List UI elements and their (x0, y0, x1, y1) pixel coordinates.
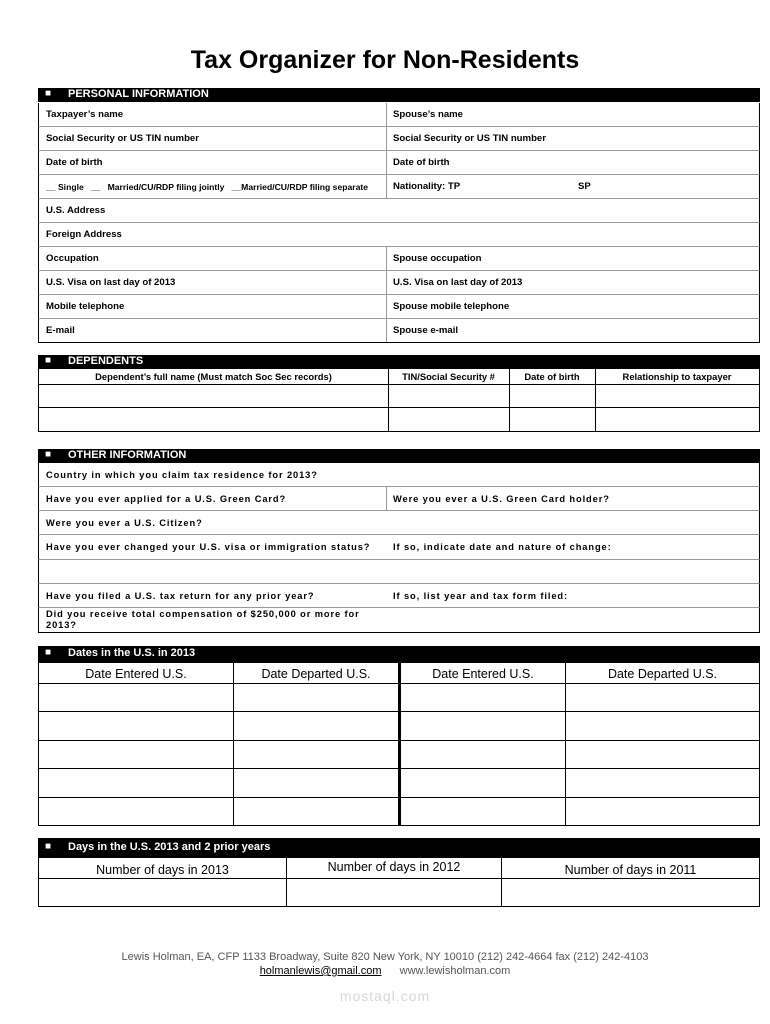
spouse-ssn-field[interactable]: Social Security or US TIN number (393, 133, 547, 144)
taxpayer-name-field[interactable]: Taxpayer’s name (46, 109, 124, 120)
country-residence-field[interactable]: Country in which you claim tax residence for 2013? (46, 469, 318, 480)
dependent-dob-col: Date of birth (524, 371, 580, 382)
occupation-field[interactable]: Occupation (46, 253, 99, 264)
days-2013-col: Number of days in 2013 (96, 863, 229, 877)
nationality-sp-field[interactable]: SP (578, 181, 591, 192)
square-bullet-icon: ■ (45, 449, 52, 460)
personal-row-occupation (38, 247, 760, 271)
dates-header: ■ Dates in the U.S. in 2013 (38, 646, 760, 662)
dependent-tin-col: TIN/Social Security # (402, 371, 495, 382)
spouse-occupation-field[interactable]: Spouse occupation (393, 253, 482, 264)
square-bullet-icon: ■ (45, 647, 52, 658)
other-row-visa-change (38, 535, 760, 560)
personal-row-dob (38, 151, 760, 175)
personal-row-foreign-address (38, 223, 760, 247)
footer-contact (0, 965, 770, 977)
other-row-compensation (38, 608, 760, 633)
dependent-name-col: Dependent’s full name (Must match Soc Sec records) (95, 371, 332, 382)
spouse-name-field[interactable]: Spouse’s name (393, 109, 464, 120)
dependents-header-row (38, 369, 760, 385)
spouse-email-field[interactable]: Spouse e-mail (393, 325, 459, 336)
footer-website: www.lewisholman.com (399, 965, 511, 977)
date-departed-col-1: Date Departed U.S. (261, 667, 371, 681)
days-table (38, 857, 760, 907)
ssn-field[interactable]: Social Security or US TIN number (46, 133, 200, 144)
watermark: mostaql.com (339, 988, 431, 1004)
spouse-mobile-field[interactable]: Spouse mobile telephone (393, 301, 510, 312)
dependent-rel-col: Relationship to taxpayer (622, 371, 732, 382)
dates-table (38, 662, 760, 826)
square-bullet-icon: ■ (45, 88, 52, 99)
other-row-tax-return (38, 584, 760, 608)
green-card-holder-field[interactable]: Were you ever a U.S. Green Card holder? (393, 493, 610, 504)
personal-row-email (38, 319, 760, 343)
dependent-row[interactable] (38, 408, 760, 432)
square-bullet-icon: ■ (45, 355, 52, 366)
days-2011-col: Number of days in 2011 (564, 863, 697, 877)
personal-row-name (38, 103, 760, 127)
us-citizen-field[interactable]: Were you ever a U.S. Citizen? (46, 517, 203, 528)
square-bullet-icon: ■ (45, 841, 52, 852)
nationality-tp-field[interactable]: Nationality: TP (393, 181, 461, 192)
footer-email-link[interactable]: holmanlewis@gmail.com (259, 965, 382, 977)
us-address-field[interactable]: U.S. Address (46, 205, 106, 216)
other-info-header: ■ OTHER INFORMATION (38, 449, 760, 463)
days-2012-col: Number of days in 2012 (327, 860, 461, 874)
other-row-green-card (38, 487, 760, 511)
personal-info-header: ■ PERSONAL INFORMATION (38, 88, 760, 102)
spouse-visa-field[interactable]: U.S. Visa on last day of 2013 (393, 277, 523, 288)
page-title: Tax Organizer for Non-Residents (190, 46, 580, 74)
personal-row-us-address (38, 199, 760, 223)
visa-field[interactable]: U.S. Visa on last day of 2013 (46, 277, 176, 288)
other-row-citizen (38, 511, 760, 535)
date-entered-col-1: Date Entered U.S. (85, 667, 187, 681)
date-departed-col-2: Date Departed U.S. (607, 667, 718, 681)
tax-return-detail-field[interactable]: If so, list year and tax form filed: (393, 590, 568, 601)
foreign-address-field[interactable]: Foreign Address (46, 229, 122, 240)
compensation-field[interactable]: Did you receive total compensation of $250,000 or more for 2013? (46, 609, 360, 630)
visa-change-detail-field[interactable]: If so, indicate date and nature of change: (393, 542, 612, 552)
filing-status-field[interactable]: __ Single __ Married/CU/RDP filing jointly __Married/CU/RDP filing separate (46, 181, 369, 192)
dependent-row[interactable] (38, 385, 760, 408)
footer-address: Lewis Holman, EA, CFP 1133 Broadway, Suite 820 New York, NY 10010 (212) 242-4664 fax (212) 242-4103 (121, 951, 649, 963)
date-entered-col-2: Date Entered U.S. (432, 667, 534, 681)
personal-row-filing (38, 175, 760, 199)
other-row-country (38, 463, 760, 487)
personal-row-mobile (38, 295, 760, 319)
personal-row-ssn (38, 127, 760, 151)
email-field[interactable]: E-mail (46, 325, 75, 336)
green-card-applied-field[interactable]: Have you ever applied for a U.S. Green Card? (46, 493, 287, 504)
other-row-blank[interactable] (38, 560, 760, 584)
spouse-dob-field[interactable]: Date of birth (393, 157, 450, 168)
visa-changed-field[interactable]: Have you ever changed your U.S. visa or immigration status? (46, 541, 371, 552)
dependents-header: ■ DEPENDENTS (38, 355, 760, 369)
dob-field[interactable]: Date of birth (46, 157, 103, 168)
days-header: ■ Days in the U.S. 2013 and 2 prior years (38, 838, 760, 857)
mobile-field[interactable]: Mobile telephone (46, 301, 125, 312)
prior-tax-return-field[interactable]: Have you filed a U.S. tax return for any prior year? (46, 590, 315, 601)
personal-row-visa (38, 271, 760, 295)
